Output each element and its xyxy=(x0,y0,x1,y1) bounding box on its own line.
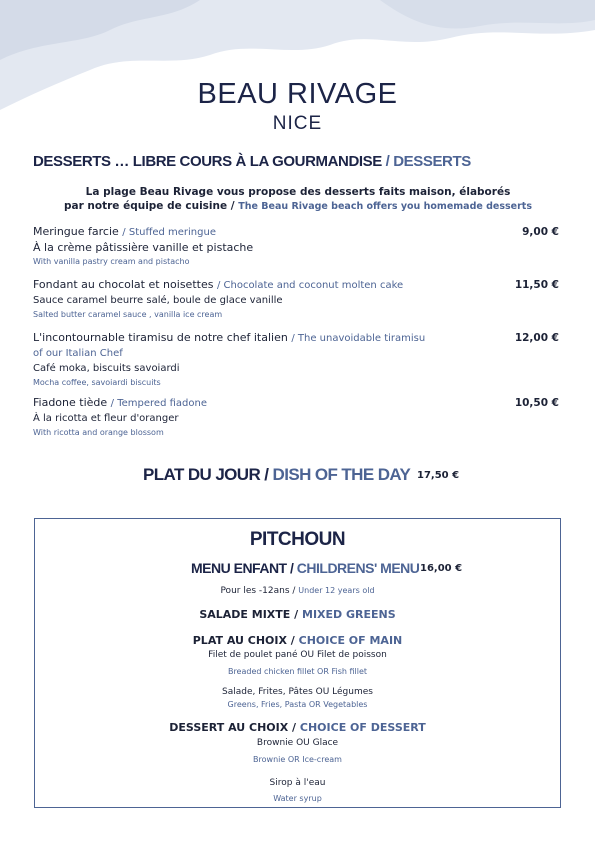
plat-choix-line: Filet de poulet pané OU Filet de poisson xyxy=(208,650,387,660)
kids-menu-box xyxy=(34,518,561,808)
desserts-heading xyxy=(33,153,471,170)
kids-menu-heading-en: CHILDRENS' MENU xyxy=(296,560,420,576)
dish-price: 11,50 € xyxy=(514,279,559,291)
age-fr: Pour les -12ans / xyxy=(220,586,296,596)
dish-name-en: / Tempered fiadone xyxy=(110,398,207,409)
plat-du-jour-en: DISH OF THE DAY xyxy=(272,465,411,484)
intro-line-1: La plage Beau Rivage vous propose des desserts faits maison, élaborés xyxy=(85,186,511,198)
dish-meringue xyxy=(33,225,433,268)
plat-choix-heading xyxy=(35,634,560,647)
dish-desc: À la crème pâtissière vanille et pistache xyxy=(33,241,254,254)
dish-name-en: / Stuffed meringue xyxy=(122,227,216,238)
kids-menu-heading xyxy=(191,560,419,576)
salade-fr: SALADE MIXTE / xyxy=(199,608,299,621)
dish-name-en-2: of our Italian Chef xyxy=(33,348,123,359)
dessert-choix-fr: DESSERT AU CHOIX / xyxy=(169,721,297,734)
dish-desc-en: With ricotta and orange blossom xyxy=(33,428,164,437)
kids-menu-age xyxy=(35,586,560,596)
dish-name-en: / Chocolate and coconut molten cake xyxy=(216,280,404,291)
dish-price: 12,00 € xyxy=(514,332,559,344)
dish-name xyxy=(33,278,433,293)
dish-name-fr: Fondant au chocolat et noisettes xyxy=(33,278,214,291)
dessert-choix-line: Brownie OU Glace xyxy=(256,738,339,748)
desserts-heading-fr: DESSERTS … LIBRE COURS À LA GOURMANDISE xyxy=(33,153,382,170)
salade-en: MIXED GREENS xyxy=(302,608,396,621)
dish-desc-en: Mocha coffee, savoiardi biscuits xyxy=(33,378,161,387)
dish-desc-en: Salted butter caramel sauce , vanilla ice cream xyxy=(33,310,223,319)
salade-heading xyxy=(35,608,560,621)
dish-fiadone xyxy=(33,396,433,439)
age-en: Under 12 years old xyxy=(298,586,375,595)
kids-menu-heading-fr: MENU ENFANT / xyxy=(191,560,294,576)
dish-price: 10,50 € xyxy=(514,397,559,409)
desserts-heading-en: / DESSERTS xyxy=(385,153,471,170)
intro-line-2-en: The Beau Rivage beach offers you homemade desserts xyxy=(238,201,532,212)
dish-name-fr: Fiadone tiède xyxy=(33,396,108,409)
plat-choix-en: CHOICE OF MAIN xyxy=(298,634,403,647)
drink-line-en: Water syrup xyxy=(273,794,322,803)
dessert-choix-line-en: Brownie OR Ice-cream xyxy=(253,755,342,764)
dish-desc-en: With vanilla pastry cream and pistacho xyxy=(33,257,190,266)
plat-choix-line-en: Breaded chicken fillet OR Fish fillet xyxy=(227,667,368,676)
side-line-en: Greens, Fries, Pasta OR Vegetables xyxy=(227,700,368,709)
dish-fondant xyxy=(33,278,433,321)
plat-du-jour-fr: PLAT DU JOUR / xyxy=(143,465,269,484)
intro-line-2-fr: par notre équipe de cuisine / xyxy=(63,200,235,212)
dish-desc: À la ricotta et fleur d'oranger xyxy=(33,413,179,424)
intro-line-2 xyxy=(33,199,563,214)
plat-choix-fr: PLAT AU CHOIX / xyxy=(192,634,295,647)
dish-price: 9,00 € xyxy=(522,226,559,238)
dish-desc: Sauce caramel beurre salé, boule de glace vanille xyxy=(33,295,283,306)
dish-tiramisu xyxy=(33,331,433,389)
plat-du-jour-heading xyxy=(143,465,410,485)
drink-line: Sirop à l'eau xyxy=(269,778,326,788)
dish-name-fr: Meringue farcie xyxy=(33,225,119,238)
restaurant-name: BEAU RIVAGE xyxy=(197,78,398,110)
dessert-choix-en: CHOICE OF DESSERT xyxy=(299,721,426,734)
dish-name xyxy=(33,396,433,411)
dish-name xyxy=(33,225,433,240)
side-line: Salade, Frites, Pâtes OU Légumes xyxy=(222,687,373,697)
dish-name-fr: L'incontournable tiramisu de notre chef italien xyxy=(33,331,288,344)
desserts-intro xyxy=(33,185,563,214)
restaurant-city: NICE xyxy=(272,113,323,134)
dish-name-line-2 xyxy=(33,346,433,361)
plat-du-jour-price: 17,50 € xyxy=(417,470,460,481)
dish-desc: Café moka, biscuits savoiardi xyxy=(33,363,180,374)
dish-name xyxy=(33,331,433,346)
kids-menu-title: PITCHOUN xyxy=(249,529,346,550)
kids-menu-price: 16,00 € xyxy=(420,563,463,574)
dish-name-en: / The unavoidable tiramisu xyxy=(291,333,426,344)
dessert-choix-heading xyxy=(35,721,560,734)
